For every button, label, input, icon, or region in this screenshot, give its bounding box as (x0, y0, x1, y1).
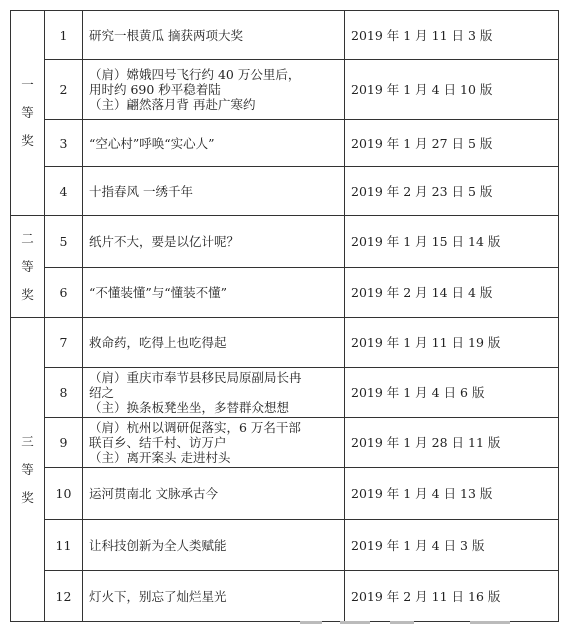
awards-table (10, 10, 559, 622)
row-number: 11 (45, 520, 83, 571)
headline-line: 绍之 (89, 385, 115, 400)
headline-cell (83, 368, 345, 418)
date-cell: 2019 年 1 月 28 日 11 版 (345, 418, 559, 468)
headline-line: （主）翩然落月背 再赴广寒约 (89, 97, 256, 112)
table-row (11, 216, 559, 268)
date-cell: 2019 年 1 月 4 日 3 版 (345, 520, 559, 571)
grade-label: 一等奖 (21, 77, 34, 148)
headline-line: 用时约 690 秒平稳着陆 (89, 82, 221, 97)
table-row (11, 571, 559, 622)
row-number: 10 (45, 468, 83, 520)
row-number: 8 (45, 368, 83, 418)
headline-line: 灯火下，别忘了灿烂星光 (89, 588, 227, 604)
grade-cell-third (11, 318, 45, 622)
table-row (11, 520, 559, 571)
headline-line: （主）换条板凳坐坐，多替群众想想 (89, 400, 290, 415)
headline-line: “空心村”呼唤“实心人” (89, 135, 215, 151)
table-row (11, 120, 559, 167)
row-number: 5 (45, 216, 83, 268)
headline-line: 纸片不大，要是以亿计呢？ (89, 234, 240, 249)
headline-cell (83, 167, 345, 216)
date-cell: 2019 年 2 月 14 日 4 版 (345, 268, 559, 318)
headline-line: 让科技创新为全人类赋能 (89, 537, 227, 553)
date-cell: 2019 年 1 月 27 日 5 版 (345, 120, 559, 167)
table-row (11, 368, 559, 418)
grade-cell-second (11, 216, 45, 318)
headline-line: （肩）杭州以调研促落实，6 万名干部 (89, 420, 301, 435)
headline-line: （肩）嫦娥四号飞行约 40 万公里后， (89, 67, 301, 82)
headline-cell (83, 60, 345, 120)
headline-line: “不懂装懂”与“懂装不懂” (89, 285, 228, 300)
headline-line: 运河贯南北 文脉承古今 (89, 486, 218, 501)
date-cell: 2019 年 1 月 4 日 13 版 (345, 468, 559, 520)
row-number: 12 (45, 571, 83, 622)
table-row (11, 268, 559, 318)
headline-cell (83, 468, 345, 520)
headline-cell (83, 520, 345, 571)
row-number: 1 (45, 11, 83, 60)
date-cell: 2019 年 1 月 11 日 3 版 (345, 11, 559, 60)
row-number: 6 (45, 268, 83, 318)
row-number: 3 (45, 120, 83, 167)
grade-cell-first (11, 11, 45, 216)
date-cell: 2019 年 1 月 4 日 6 版 (345, 368, 559, 418)
row-number: 2 (45, 60, 83, 120)
headline-line: 联百乡、结千村、访万户 (89, 435, 227, 450)
headline-cell (83, 11, 345, 60)
table-row (11, 11, 559, 60)
date-cell: 2019 年 1 月 4 日 10 版 (345, 60, 559, 120)
table-row (11, 60, 559, 120)
date-cell: 2019 年 1 月 15 日 14 版 (345, 216, 559, 268)
row-number: 9 (45, 418, 83, 468)
headline-line: （主）离开案头 走进村头 (89, 450, 231, 465)
headline-line: 研究一根黄瓜 摘获两项大奖 (89, 27, 243, 43)
headline-cell (83, 418, 345, 468)
table-row (11, 468, 559, 520)
date-cell: 2019 年 2 月 23 日 5 版 (345, 167, 559, 216)
date-cell: 2019 年 2 月 11 日 16 版 (345, 571, 559, 622)
headline-line: 十指春风 一绣千年 (89, 183, 193, 199)
headline-cell (83, 571, 345, 622)
table-row (11, 167, 559, 216)
grade-label: 三等奖 (21, 433, 34, 505)
date-cell: 2019 年 1 月 11 日 19 版 (345, 318, 559, 368)
headline-line: （肩）重庆市奉节县移民局原副局长冉 (89, 370, 302, 385)
headline-cell (83, 268, 345, 318)
headline-cell (83, 120, 345, 167)
cropped-text-fragment (10, 619, 558, 625)
headline-line: 救命药，吃得上也吃得起 (89, 335, 227, 350)
row-number: 7 (45, 318, 83, 368)
grade-label: 二等奖 (21, 230, 34, 302)
headline-cell (83, 216, 345, 268)
table-row (11, 318, 559, 368)
table-row (11, 418, 559, 468)
headline-cell (83, 318, 345, 368)
row-number: 4 (45, 167, 83, 216)
